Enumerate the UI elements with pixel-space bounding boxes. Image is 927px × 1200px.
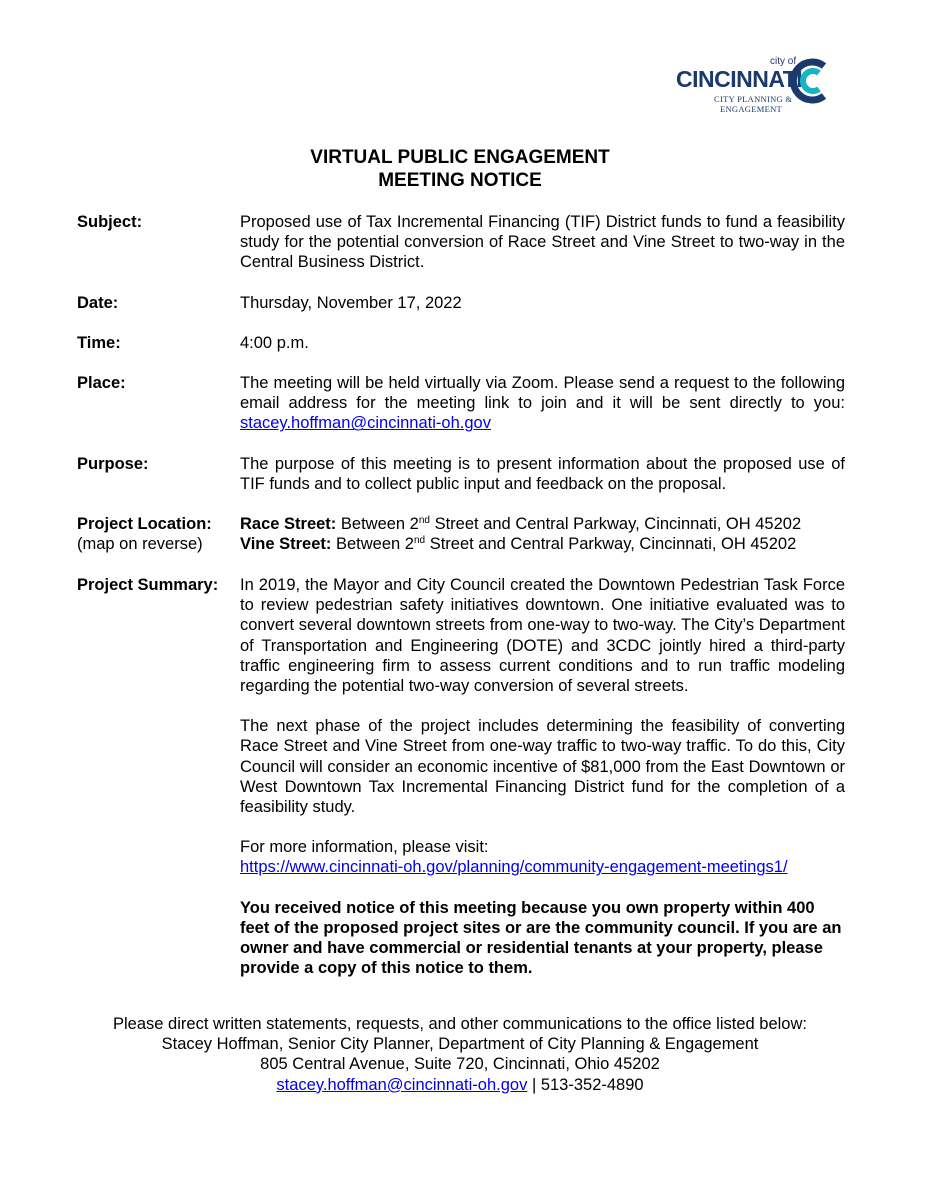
footer-contact-line bbox=[0, 1075, 920, 1095]
logo-city-of: city of bbox=[770, 56, 797, 67]
race-street-line bbox=[240, 514, 845, 534]
vine-ordinal: nd bbox=[413, 535, 426, 547]
summary-paragraph-1: In 2019, the Mayor and City Council created the Downtown Pedestrian Task Force to review pedestrian safety initiatives downtown. One initiative evaluated was to convert several downtown streets from one-way to two-way. The City’s Department of Transportation and Engineering (DOTE) and 3CDC jointly hired a third-party traffic engineering firm to assess current conditions and to run traffic modeling regarding the potential two-way conversion of several streets. bbox=[240, 576, 845, 696]
place-text: The meeting will be held virtually via Zoom. Please send a request to the following email address for the meeting link to join and it will be sent directly to you: bbox=[240, 374, 845, 413]
project-location-label-text: Project Location: bbox=[77, 515, 212, 533]
vine-rest: Street and Central Parkway, Cincinnati, OH 45202 bbox=[429, 535, 797, 554]
project-location-sublabel: (map on reverse) bbox=[77, 535, 203, 554]
date-value: Thursday, November 17, 2022 bbox=[240, 294, 462, 312]
race-between: Between 2 bbox=[340, 515, 419, 533]
vine-street-line bbox=[240, 534, 845, 554]
summary-paragraph-2: The next phase of the project includes determining the feasibility of converting Race Street and Vine Street from one-way traffic to two-way traffic. To do this, City Council will consider an economic incentive of $81,000 from the East Downtown or West Downtown Tax Incremental Financing District fund for the completion of a feasibility study. bbox=[240, 717, 845, 817]
race-street-name: Race Street: bbox=[240, 515, 337, 533]
contact-footer bbox=[0, 1014, 920, 1095]
vine-between: Between 2 bbox=[336, 535, 414, 554]
logo-name: CINCINNATI bbox=[676, 66, 803, 92]
project-location-value bbox=[240, 514, 845, 554]
time-label: Time: bbox=[77, 334, 121, 352]
race-ordinal: nd bbox=[418, 515, 430, 526]
date-label: Date: bbox=[77, 294, 119, 312]
footer-line3: 805 Central Avenue, Suite 720, Cincinnati, Ohio 45202 bbox=[260, 1055, 660, 1074]
city-c-emblem-icon bbox=[788, 58, 834, 104]
notice-title-line2: MEETING NOTICE bbox=[378, 170, 542, 191]
project-location-label bbox=[77, 514, 237, 554]
place-label: Place: bbox=[77, 374, 126, 392]
footer-line1: Please direct written statements, requests, and other communications to the office listed below: bbox=[113, 1015, 807, 1033]
place-email-link[interactable]: stacey.hoffman@cincinnati-oh.gov bbox=[240, 414, 491, 433]
purpose-value: The purpose of this meeting is to present information about the proposed use of TIF funds and to collect public input and feedback on the proposal. bbox=[240, 455, 845, 494]
place-value bbox=[240, 373, 845, 434]
project-summary-value bbox=[240, 575, 845, 978]
footer-phone: | 513-352-4890 bbox=[527, 1075, 644, 1094]
vine-street-name: Vine Street: bbox=[240, 535, 332, 554]
time-value: 4:00 p.m. bbox=[240, 334, 309, 352]
logo-dept-line1: CITY PLANNING & bbox=[714, 94, 793, 104]
subject-value: Proposed use of Tax Incremental Financing (TIF) District funds to fund a feasibility study for the potential conversion of Race Street and Vine Street to two-way in the Central Business District. bbox=[240, 213, 845, 272]
logo-dept-line2: ENGAGEMENT bbox=[720, 104, 783, 114]
race-rest: Street and Central Parkway, Cincinnati, OH 45202 bbox=[434, 515, 802, 533]
more-info-url-link[interactable]: https://www.cincinnati-oh.gov/planning/community-engagement-meetings1/ bbox=[240, 858, 788, 877]
footer-email-link[interactable]: stacey.hoffman@cincinnati-oh.gov bbox=[276, 1075, 528, 1094]
notice-title-line1: VIRTUAL PUBLIC ENGAGEMENT bbox=[310, 147, 610, 168]
subject-label: Subject: bbox=[77, 213, 143, 231]
purpose-label: Purpose: bbox=[77, 455, 149, 473]
project-summary-label: Project Summary: bbox=[77, 576, 219, 594]
notice-statement: You received notice of this meeting because you own property within 400 feet of the proposed project sites or are the community council. If you are an owner and have commercial or residential tenants at your property, please provide a copy of this notice to them. bbox=[240, 898, 842, 978]
footer-line2: Stacey Hoffman, Senior City Planner, Department of City Planning & Engagement bbox=[161, 1035, 759, 1054]
city-logo bbox=[676, 56, 836, 116]
more-info-text: For more information, please visit: bbox=[240, 838, 489, 857]
